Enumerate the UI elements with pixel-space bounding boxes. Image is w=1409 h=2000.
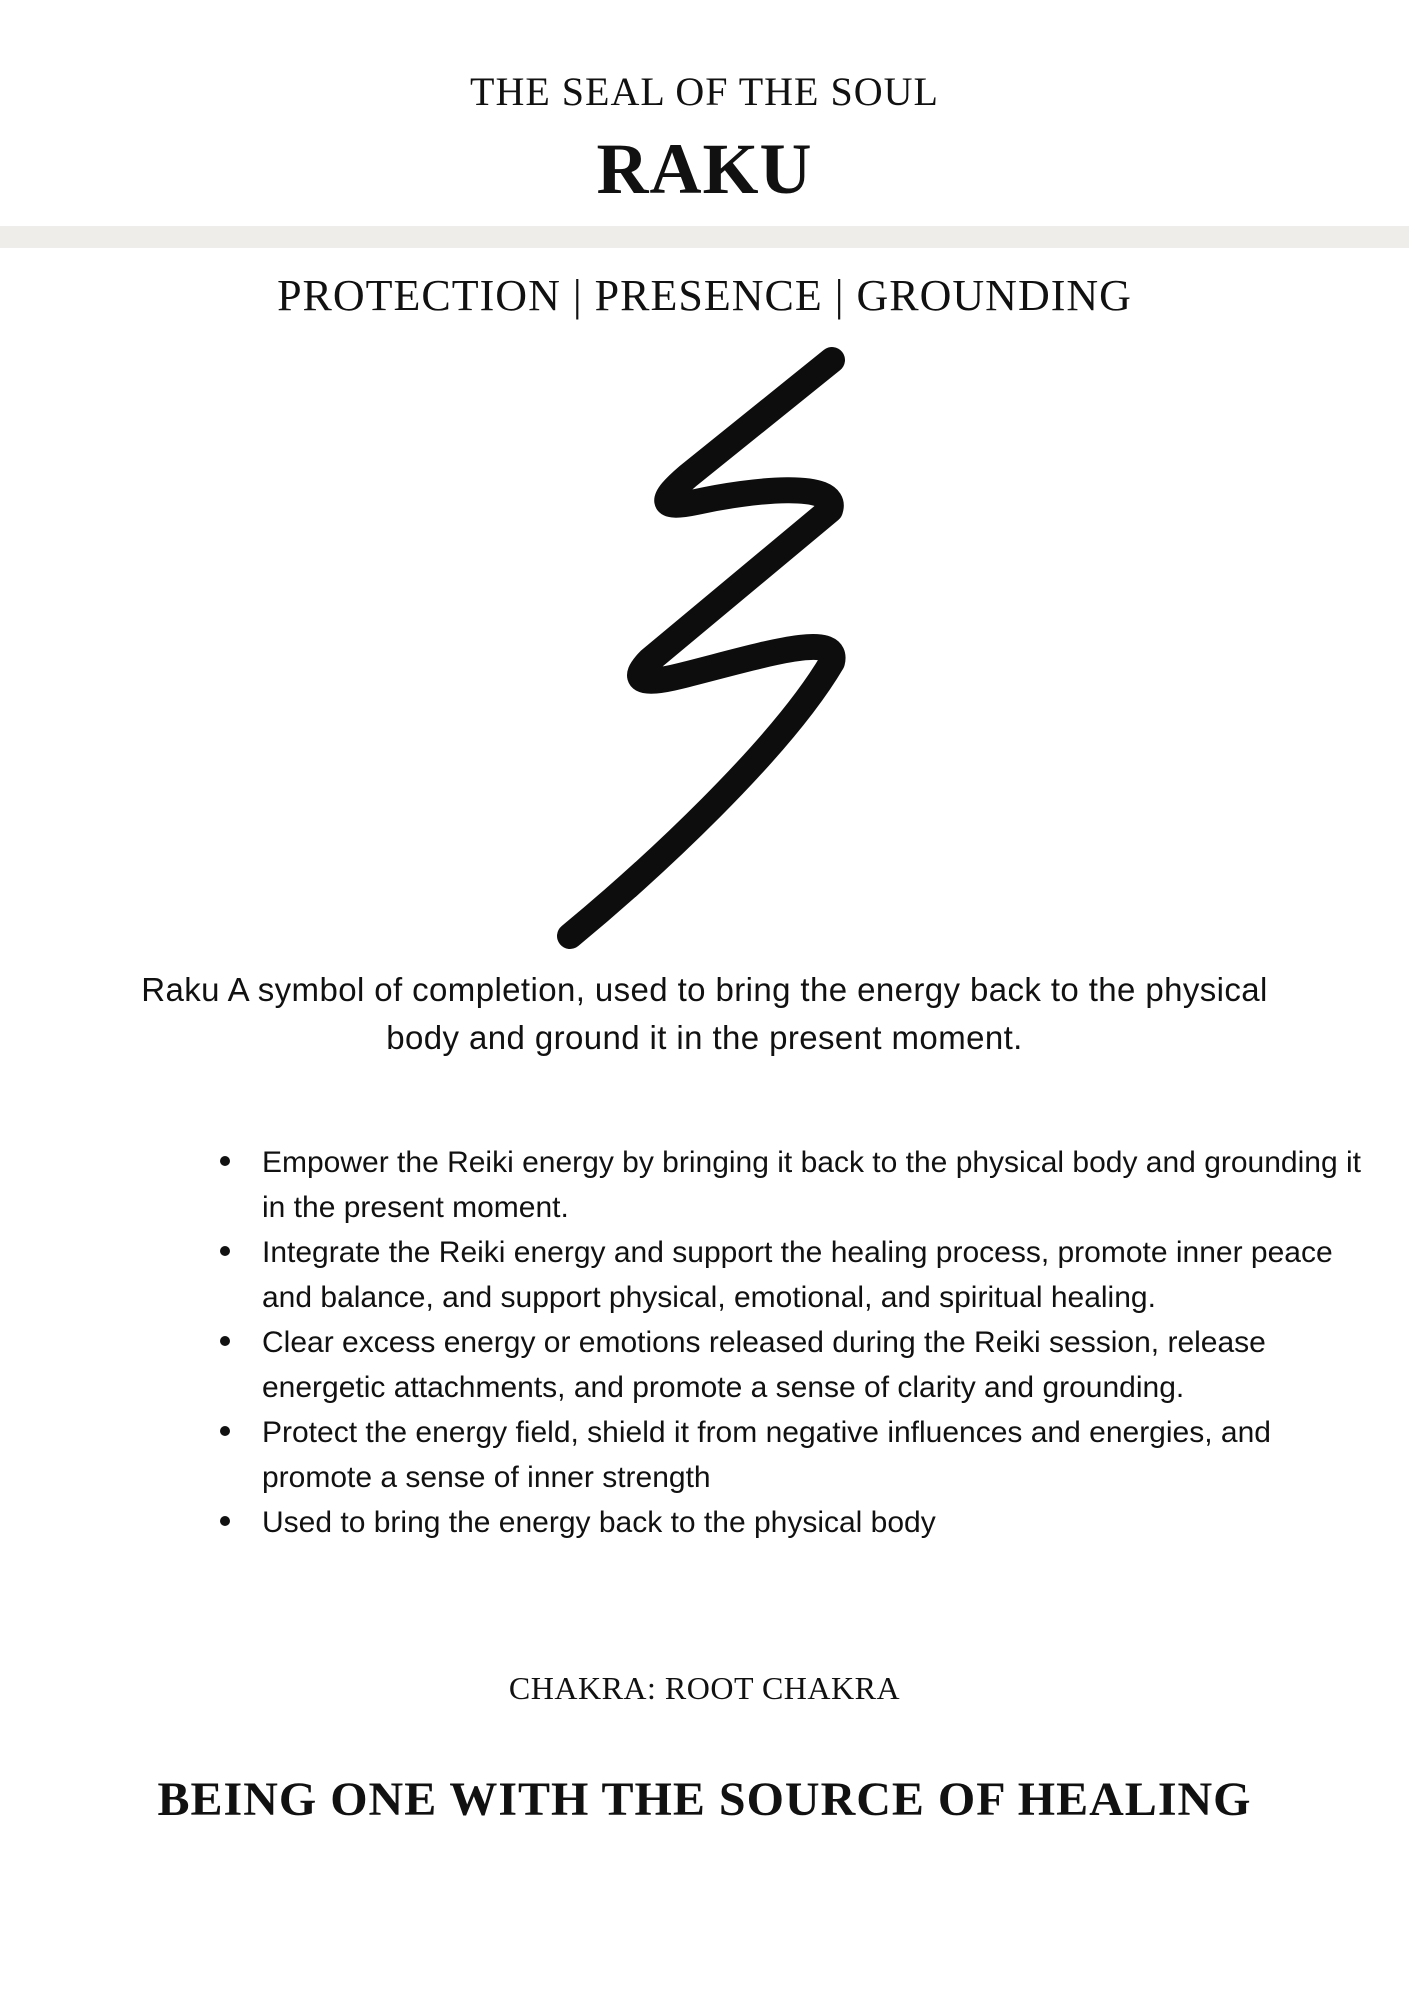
benefits-list bbox=[202, 1140, 1362, 1545]
list-item-text: Used to bring the energy back to the physical body bbox=[262, 1506, 936, 1539]
bullet-icon bbox=[220, 1426, 230, 1436]
page-title: RAKU bbox=[596, 129, 813, 209]
page-subtitle: THE SEAL OF THE SOUL bbox=[470, 69, 939, 114]
list-item-text: Protect the energy field, shield it from negative influences and energies, and promote a sense of inner strength bbox=[262, 1416, 1271, 1494]
footer-motto: BEING ONE WITH THE SOURCE OF HEALING bbox=[157, 1773, 1252, 1826]
raku-lightning-symbol-icon bbox=[540, 330, 860, 960]
raku-symbol-stroke bbox=[570, 360, 833, 936]
bullet-icon bbox=[220, 1336, 230, 1346]
list-item bbox=[262, 1230, 1362, 1320]
list-item bbox=[262, 1500, 1362, 1545]
chakra-label: CHAKRA: ROOT CHAKRA bbox=[508, 1670, 901, 1706]
bullet-icon bbox=[220, 1156, 230, 1166]
page-header bbox=[0, 0, 1409, 225]
bullet-icon bbox=[220, 1516, 230, 1526]
header-divider-band bbox=[0, 226, 1409, 248]
bullet-icon bbox=[220, 1246, 230, 1256]
tagline: PROTECTION | PRESENCE | GROUNDING bbox=[277, 271, 1132, 320]
list-item-text: Integrate the Reiki energy and support the healing process, promote inner peace and balance, and support physical, emotional, and spiritual healing. bbox=[262, 1236, 1333, 1314]
list-item bbox=[262, 1320, 1362, 1410]
list-item bbox=[262, 1140, 1362, 1230]
list-item-text: Clear excess energy or emotions released during the Reiki session, release energetic attachments, and promote a sense of clarity and grounding. bbox=[262, 1326, 1266, 1404]
list-item bbox=[262, 1410, 1362, 1500]
list-item-text: Empower the Reiki energy by bringing it back to the physical body and grounding it in the present moment. bbox=[262, 1146, 1361, 1224]
symbol-description: Raku A symbol of completion, used to bring the energy back to the physical body and ground it in the present moment. bbox=[141, 971, 1268, 1056]
